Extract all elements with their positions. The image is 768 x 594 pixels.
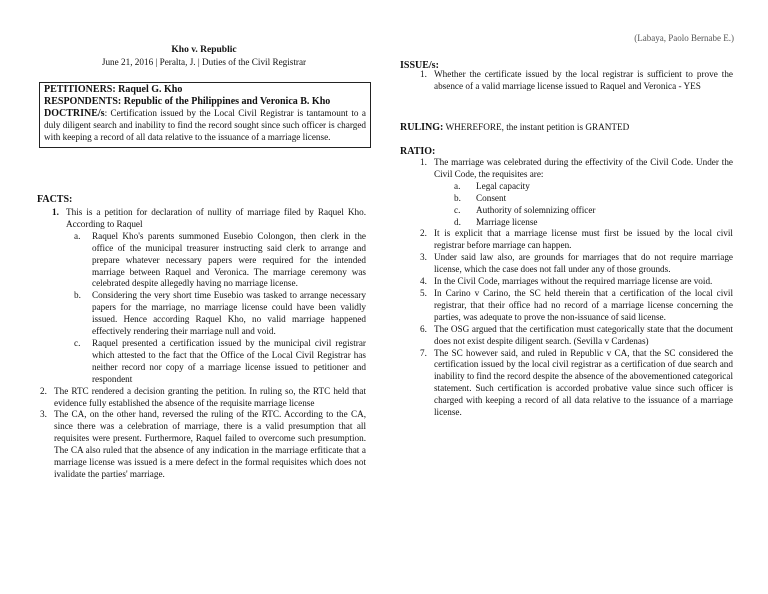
- ratio-item-6: [420, 324, 733, 348]
- facts-item-number: 1.: [52, 207, 59, 217]
- facts-subitem-text: Raquel presented a certification issued by the municipal civil registrar which attested to the fact that the Office of the Local Civil Registrar has neither record nor copy of a marriage license issued to petitioner and respondent: [92, 337, 366, 384]
- requisites-list: [454, 181, 733, 229]
- ratio-item-number: 5.: [420, 287, 427, 298]
- facts-subitem-text: Considering the very short time Eusebio was tasked to arrange necessary papers for the marriage, no marriage license could have been validly issued. Hence according Raquel Kho, no valid marriage happened effectively rendering their marriage null and void.: [92, 290, 366, 337]
- facts-subitem-text: Raquel Kho's parents summoned Eusebio Colongon, then clerk in the office of the municipal treasurer instructing said clerk to arrange and prepare whatever necessary papers were required for the intended marriage between Raquel and Veronica. The marriage ceremony was celebrated despite allegedly having no marriage license.: [92, 230, 366, 289]
- ratio-item-text: It is explicit that a marriage license must first be issued by the local civil registrar before marriage can happen.: [434, 228, 733, 251]
- case-subtitle: June 21, 2016 | Peralta, J. | Duties of the Civil Registrar: [101, 57, 307, 67]
- facts-rest: [40, 386, 366, 481]
- facts-sublist: [74, 231, 366, 386]
- ratio-item-text: The SC however said, and ruled in Republic v CA, that the SC considered the certification issued by the local civil registrar as a certification of due search and inability to find the record despite the absence of the abovementioned categorical statement. Such certification is accorded probative value since such officer is charged with keeping a record of all data relative to the issuance of a marriage license.: [434, 347, 733, 418]
- ruling-line: [400, 122, 733, 134]
- respondents-line: RESPONDENTS: Republic of the Philippines and Veronica B. Kho: [44, 96, 331, 107]
- ratio-item-number: 4.: [420, 276, 427, 287]
- ratio-item-number: 2.: [420, 228, 427, 239]
- issue-list: [420, 69, 733, 93]
- facts-subitem-letter: a.: [74, 230, 81, 241]
- requisite-letter: a.: [454, 180, 461, 191]
- facts-item-text: This is a petition for declaration of nullity of marriage filed by Raquel Kho. According to Raquel: [66, 207, 366, 229]
- requisite-text: Consent: [476, 192, 507, 203]
- facts-item-2: [40, 386, 366, 410]
- issue-heading: ISSUE/s:: [400, 60, 439, 71]
- facts-subitem-a: [74, 231, 366, 291]
- ratio-list: [420, 157, 733, 419]
- facts-list: [40, 207, 366, 481]
- requisite-item-d: [454, 217, 733, 229]
- ratio-item-text: The marriage was celebrated during the effectivity of the Civil Code. Under the Civil Code, the requisites are:: [434, 157, 733, 179]
- requisite-letter: c.: [454, 204, 461, 215]
- requisite-text: Authority of solemnizing officer: [476, 204, 596, 215]
- requisite-item-b: [454, 193, 733, 205]
- ratio-item-text: In Carino v Carino, the SC held therein that a certification of the local civil registrar, that their office had no record of a marriage license concerning the parties, was adequate to prove the non-issuance of said license.: [434, 287, 733, 322]
- facts-item-number: 3.: [40, 409, 47, 420]
- requisite-letter: b.: [454, 192, 461, 203]
- ratio-item-4: [420, 276, 733, 288]
- facts-item-text: The CA, on the other hand, reversed the ruling of the RTC. According to the CA, since there was a celebration of marriage, there is a valid presumption that all requisites were present. Furthermore, Raquel failed to overcome such presumption. The CA also ruled that the absence of any indication in the marriage erfiticate that a marriage license was issued is a mere defect in the formal requisites which does not ivalidate the parties' marriage.: [54, 409, 366, 479]
- ratio-item-text: Under said law also, are grounds for marriages that do not require marriage license, which the case does not fall under any of those grounds.: [434, 252, 733, 275]
- ratio-item-number: 7.: [420, 347, 427, 358]
- ratio-item-3: [420, 252, 733, 276]
- facts-item-3: [40, 409, 366, 480]
- ratio-item-text: The OSG argued that the certification must categorically state that the document does not exist despite diligent search. (Sevilla v Cardenas): [434, 323, 733, 346]
- facts-item-number: 2.: [40, 385, 47, 396]
- requisite-item-c: [454, 205, 733, 217]
- facts-subitem-letter: b.: [74, 290, 81, 301]
- ratio-item-number: 1.: [420, 157, 427, 167]
- facts-subitem-c: [74, 338, 366, 386]
- ratio-item-text: In the Civil Code, marriages without the required marriage license are void.: [434, 276, 713, 287]
- facts-heading: FACTS:: [37, 194, 73, 205]
- ratio-item-number: 3.: [420, 252, 427, 263]
- ratio-item-5: [420, 288, 733, 324]
- facts-subitem-letter: c.: [74, 337, 81, 348]
- case-title: Kho v. Republic: [171, 45, 237, 55]
- ruling-text: WHEREFORE, the instant petition is GRANTED: [443, 122, 630, 132]
- requisite-letter: d.: [454, 216, 461, 227]
- ruling-label: RULING:: [400, 122, 444, 133]
- ratio-item-number: 6.: [420, 323, 427, 334]
- requisite-text: Marriage license: [476, 216, 538, 227]
- ratio-item-7: [420, 348, 733, 419]
- ratio-heading: RATIO:: [400, 146, 436, 157]
- doctrine-text: : Certification issued by the Local Civil Registrar is tantamount to a duly diligent search and inability to find the record sought since such officer is charged with keeping a record of all data relative to the issuance of a marriage license.: [44, 108, 366, 142]
- doctrine-label: DOCTRINE/s: [44, 108, 105, 119]
- ratio-item-1: [420, 157, 733, 181]
- author-name: (Labaya, Paolo Bernabe E.): [634, 33, 734, 43]
- facts-item-1: [52, 207, 366, 231]
- issue-item-number: 1.: [420, 69, 427, 79]
- doctrine-paragraph: [44, 108, 366, 144]
- requisite-item-a: [454, 181, 733, 193]
- issue-item-1: [420, 69, 733, 93]
- issue-item-text: Whether the certificate issued by the local registrar is sufficient to prove the absence of a valid marriage license issued to Raquel and Veronica - YES: [434, 69, 733, 91]
- case-summary-box: [39, 82, 371, 148]
- requisite-text: Legal capacity: [476, 180, 530, 191]
- ratio-item-2: [420, 228, 733, 252]
- facts-subitem-b: [74, 290, 366, 338]
- facts-item-text: The RTC rendered a decision granting the petition. In ruling so, the RTC held that evidence fully established the absence of the requisite marriage license: [54, 385, 366, 408]
- petitioners-line: PETITIONERS: Raquel G. Kho: [44, 84, 183, 95]
